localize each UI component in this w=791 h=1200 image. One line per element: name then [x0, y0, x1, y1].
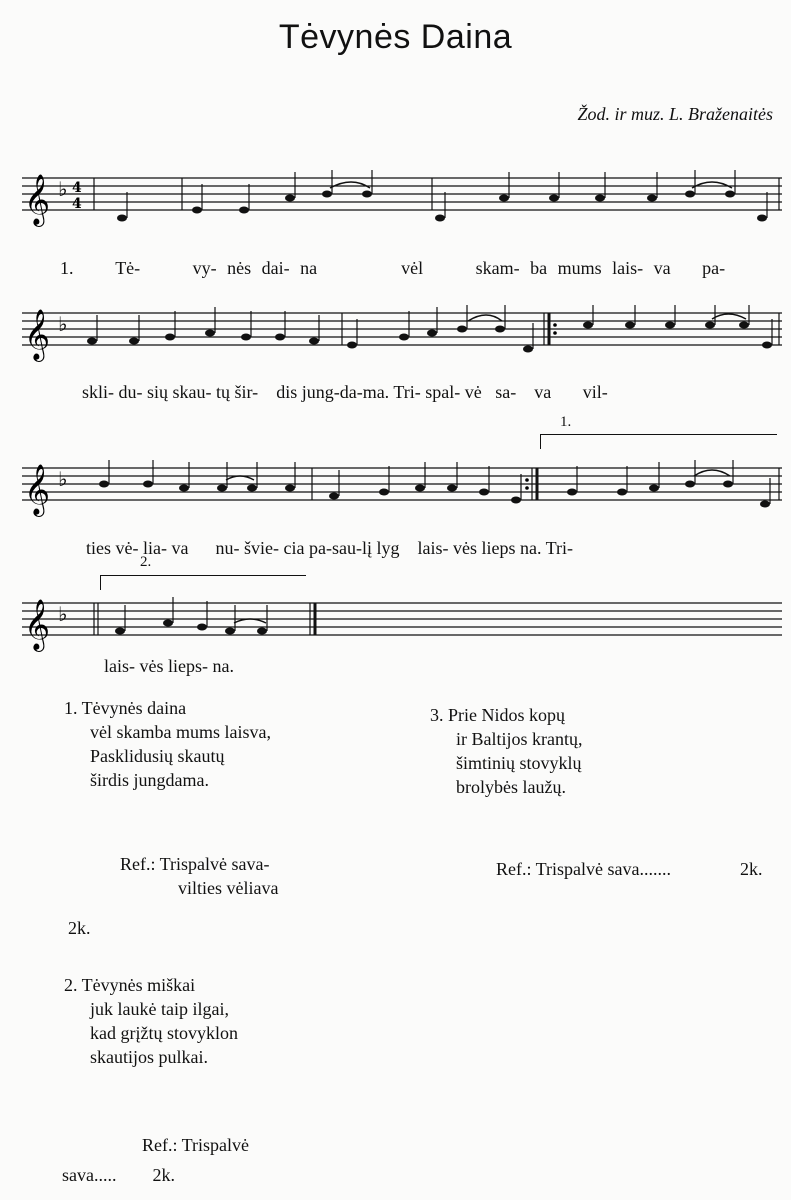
- second-ending-bracket: [100, 575, 306, 590]
- verse-1-refrain: Ref.: Trispalvė sava- vilties vėliava: [120, 854, 279, 898]
- music-staff-2: [22, 305, 782, 360]
- verse-2-refrain-cont: sava..... 2k.: [62, 1165, 175, 1185]
- treble-clef-icon: 𝄞: [24, 309, 51, 360]
- second-ending-number: 2.: [140, 554, 152, 570]
- time-signature: 4: [72, 180, 82, 196]
- lyrics-line-4: lais- vės lieps- na.: [104, 656, 234, 676]
- verse-3: 3. Prie Nidos kopų ir Baltijos krantų, šimtinių stovyklų brolybės laužų.: [430, 705, 583, 797]
- flat-sign-icon: ♭: [58, 312, 68, 336]
- lyrics-line-1: 1. Tė- vy- nės dai- na vėl skam- ba mums lais- va pa-: [60, 258, 726, 278]
- verse-2-refrain: Ref.: Trispalvė: [142, 1135, 250, 1155]
- music-staff-3: [22, 460, 782, 515]
- verse-1-repeat: 2k.: [68, 918, 91, 938]
- verse-1: 1. Tėvynės daina vėl skamba mums laisva, Pasklidusių skautų širdis jungdama.: [64, 698, 271, 790]
- flat-sign-icon: ♭: [58, 602, 68, 626]
- song-title: Tėvynės Daina: [278, 18, 513, 56]
- verse-3-refrain: Ref.: Trispalvė sava.......: [496, 859, 671, 879]
- lyrics-line-2: skli- du- sių skau- tų šir- dis jung-da-ma. Tri- spal- vė sa- va vil-: [82, 382, 608, 402]
- lyrics-line-3: ties vė- lia- va nu- švie- cia pa-sau-lį lyg lais- vės lieps na. Tri-: [86, 538, 574, 558]
- music-staff-1: [22, 170, 782, 225]
- staff-lines: [22, 178, 782, 210]
- treble-clef-icon: 𝄞: [24, 174, 51, 225]
- first-ending-number: 1.: [560, 414, 572, 430]
- flat-sign-icon: ♭: [58, 467, 68, 491]
- author-credit: Žod. ir muz. L. Braženaitės: [577, 104, 773, 124]
- treble-clef-icon: 𝄞: [24, 599, 51, 650]
- verse-3-repeat: 2k.: [740, 859, 763, 879]
- treble-clef-icon: 𝄞: [24, 464, 51, 515]
- first-ending-bracket: [540, 434, 777, 449]
- flat-sign-icon: ♭: [58, 177, 68, 201]
- music-staff-4: [22, 595, 782, 650]
- svg-text:4: 4: [72, 196, 82, 212]
- verse-2: 2. Tėvynės miškai juk laukė taip ilgai, kad grįžtų stovyklon skautijos pulkai.: [64, 975, 238, 1067]
